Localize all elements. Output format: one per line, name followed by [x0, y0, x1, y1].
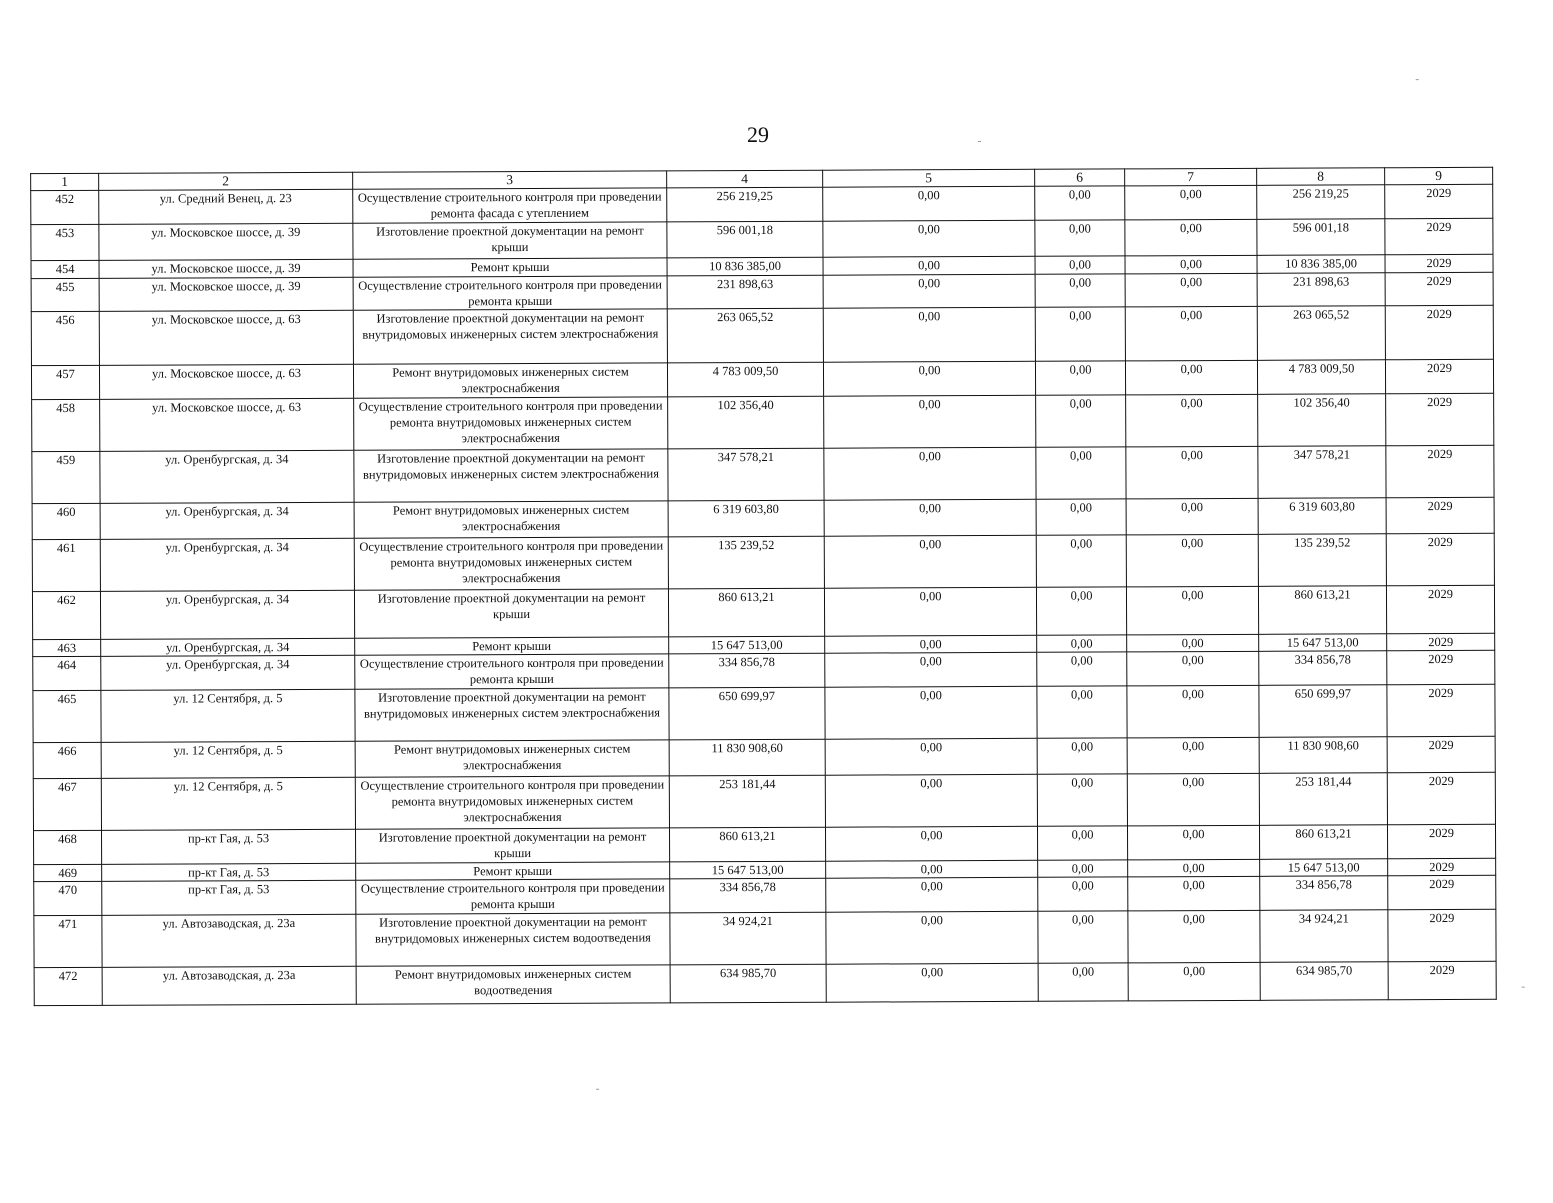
scan-speck [978, 141, 981, 142]
cell-row-number: 460 [32, 503, 100, 539]
cell-year: 2029 [1387, 772, 1495, 824]
cell-col-6: 0,00 [1038, 860, 1128, 877]
cell-col-5: 0,00 [824, 395, 1036, 448]
cell-address: ул. Оренбургская, д. 34 [100, 502, 354, 539]
cell-work-type: Ремонт внутридомовых инженерных систем электроснабжения [353, 363, 667, 398]
cell-address: ул. 12 Сентября, д. 5 [101, 777, 355, 830]
cell-col-5: 0,00 [823, 256, 1035, 275]
cell-col-5: 0,00 [823, 220, 1035, 257]
cell-work-type: Изготовление проектной документации на ремонт внутридомовых инженерных систем электроснабжения [353, 309, 667, 364]
cell-col-8: 34 924,21 [1260, 910, 1388, 963]
cell-col-7: 0,00 [1127, 825, 1259, 860]
cell-col-8: 596 001,18 [1257, 219, 1385, 256]
cell-col-6: 0,00 [1036, 535, 1126, 587]
cell-col-7: 0,00 [1127, 773, 1259, 826]
cell-col-5: 0,00 [826, 860, 1038, 878]
cell-work-type: Осуществление строительного контроля при проведении ремонта крыши [353, 276, 667, 310]
cell-col-7: 0,00 [1128, 910, 1260, 963]
cell-row-number: 464 [33, 656, 101, 690]
cell-address: ул. 12 Сентября, д. 5 [101, 741, 355, 778]
cell-col-6: 0,00 [1037, 738, 1127, 774]
cell-row-number: 472 [34, 967, 102, 1005]
cell-total-cost: 231 898,63 [667, 275, 823, 309]
cell-col-6: 0,00 [1037, 686, 1127, 738]
cell-row-number: 456 [31, 311, 99, 365]
cell-total-cost: 11 830 908,60 [669, 739, 825, 776]
header-col-3: 3 [353, 171, 667, 189]
cell-total-cost: 347 578,21 [668, 448, 824, 501]
cell-col-6: 0,00 [1036, 447, 1126, 499]
table-row [34, 961, 1496, 1005]
cell-col-8: 256 219,25 [1257, 185, 1385, 220]
cell-row-number: 462 [32, 591, 100, 639]
cell-col-6: 0,00 [1035, 307, 1125, 361]
cell-address: ул. Оренбургская, д. 34 [101, 655, 355, 690]
cell-col-8: 231 898,63 [1257, 273, 1385, 307]
cell-total-cost: 102 356,40 [668, 396, 824, 449]
cell-row-number: 471 [34, 915, 102, 967]
cell-col-6: 0,00 [1037, 826, 1127, 860]
cell-work-type: Изготовление проектной документации на ремонт крыши [353, 222, 667, 259]
cell-col-5: 0,00 [825, 738, 1037, 775]
cell-year: 2029 [1385, 218, 1493, 254]
cell-col-7: 0,00 [1126, 498, 1258, 535]
cell-total-cost: 10 836 385,00 [667, 257, 823, 276]
cell-year: 2029 [1385, 272, 1493, 305]
repair-program-table [30, 167, 1497, 1006]
cell-address: пр-кт Гая, д. 53 [102, 880, 356, 915]
cell-col-7: 0,00 [1128, 962, 1260, 1001]
table-row [33, 684, 1495, 742]
cell-total-cost: 860 613,21 [669, 827, 825, 862]
cell-address: ул. Московское шоссе, д. 39 [99, 223, 353, 260]
cell-row-number: 455 [31, 278, 99, 311]
cell-col-6: 0,00 [1036, 395, 1126, 447]
cell-col-8: 10 836 385,00 [1257, 255, 1385, 274]
cell-col-5: 0,00 [824, 587, 1036, 636]
cell-total-cost: 334 856,78 [669, 653, 825, 688]
cell-work-type: Осуществление строительного контроля при проведении ремонта крыши [355, 654, 669, 689]
cell-col-5: 0,00 [826, 911, 1038, 964]
cell-col-5: 0,00 [826, 877, 1038, 912]
cell-work-type: Ремонт внутридомовых инженерных систем водоотведения [356, 965, 670, 1004]
cell-col-6: 0,00 [1038, 911, 1128, 963]
cell-work-type: Изготовление проектной документации на ремонт внутридомовых инженерных систем электроснабжения [354, 449, 668, 502]
cell-year: 2029 [1386, 533, 1494, 585]
cell-col-6: 0,00 [1035, 186, 1125, 220]
cell-work-type: Изготовление проектной документации на ремонт внутридомовых инженерных систем водоотведения [356, 913, 670, 966]
cell-total-cost: 256 219,25 [667, 187, 823, 222]
cell-col-6: 0,00 [1036, 499, 1126, 535]
cell-address: пр-кт Гая, д. 53 [102, 863, 356, 881]
cell-address: ул. Средний Венец, д. 23 [99, 189, 353, 224]
cell-total-cost: 263 065,52 [667, 308, 823, 363]
cell-col-6: 0,00 [1036, 587, 1126, 635]
cell-col-8: 15 647 513,00 [1259, 634, 1387, 652]
cell-row-number: 459 [32, 451, 100, 503]
cell-year: 2029 [1387, 824, 1495, 858]
cell-address: ул. Московское шоссе, д. 63 [99, 364, 353, 399]
cell-col-7: 0,00 [1125, 306, 1257, 361]
cell-col-6: 0,00 [1038, 963, 1128, 1001]
cell-address: ул. 12 Сентября, д. 5 [101, 689, 355, 742]
cell-col-5: 0,00 [824, 535, 1036, 588]
cell-work-type: Изготовление проектной документации на ремонт крыши [355, 828, 669, 863]
cell-col-8: 135 239,52 [1258, 534, 1386, 587]
cell-col-8: 860 613,21 [1259, 825, 1387, 860]
cell-col-7: 0,00 [1127, 685, 1259, 738]
cell-total-cost: 15 647 513,00 [669, 636, 825, 654]
cell-total-cost: 135 239,52 [668, 536, 824, 589]
cell-col-5: 0,00 [824, 499, 1036, 536]
cell-total-cost: 6 319 603,80 [668, 500, 824, 537]
cell-address: ул. Оренбургская, д. 34 [100, 590, 354, 639]
cell-col-6: 0,00 [1037, 652, 1127, 686]
cell-col-8: 347 578,21 [1258, 446, 1386, 499]
cell-col-7: 0,00 [1128, 876, 1260, 911]
cell-year: 2029 [1387, 650, 1495, 684]
cell-col-5: 0,00 [823, 186, 1035, 221]
cell-col-5: 0,00 [825, 826, 1037, 861]
cell-year: 2029 [1387, 736, 1495, 772]
cell-col-8: 334 856,78 [1259, 651, 1387, 686]
cell-row-number: 469 [34, 864, 102, 881]
page-number: 29 [746, 121, 770, 148]
cell-year: 2029 [1386, 497, 1494, 533]
cell-col-8: 15 647 513,00 [1260, 859, 1388, 877]
cell-row-number: 470 [34, 881, 102, 915]
cell-year: 2029 [1388, 961, 1496, 999]
cell-col-6: 0,00 [1035, 361, 1125, 395]
cell-col-5: 0,00 [825, 686, 1037, 739]
cell-col-8: 6 319 603,80 [1258, 498, 1386, 535]
cell-col-7: 0,00 [1126, 534, 1258, 587]
scan-speck [1416, 79, 1419, 80]
cell-row-number: 468 [33, 830, 101, 864]
cell-work-type: Ремонт крыши [353, 258, 667, 277]
cell-col-8: 650 699,97 [1259, 685, 1387, 738]
cell-total-cost: 596 001,18 [667, 221, 823, 258]
cell-col-7: 0,00 [1126, 394, 1258, 447]
cell-total-cost: 634 985,70 [670, 964, 826, 1003]
cell-year: 2029 [1387, 684, 1495, 736]
cell-work-type: Осуществление строительного контроля при проведении ремонта внутридомовых инженерных систем электроснабжения [355, 776, 669, 829]
cell-col-7: 0,00 [1125, 360, 1257, 395]
cell-col-5: 0,00 [824, 447, 1036, 500]
cell-year: 2029 [1386, 445, 1494, 497]
cell-address: ул. Московское шоссе, д. 63 [100, 398, 354, 451]
cell-row-number: 467 [33, 778, 101, 830]
cell-col-6: 0,00 [1037, 774, 1127, 826]
table-row [32, 393, 1494, 451]
cell-year: 2029 [1385, 254, 1493, 272]
cell-row-number: 465 [33, 690, 101, 742]
cell-col-7: 0,00 [1127, 634, 1259, 652]
cell-year: 2029 [1387, 633, 1495, 650]
cell-total-cost: 4 783 009,50 [667, 362, 823, 397]
cell-work-type: Ремонт крыши [356, 862, 670, 880]
header-col-9: 9 [1385, 167, 1493, 184]
cell-row-number: 453 [31, 224, 99, 260]
cell-address: ул. Оренбургская, д. 34 [100, 450, 354, 503]
cell-total-cost: 34 924,21 [670, 912, 826, 965]
cell-col-5: 0,00 [825, 652, 1037, 687]
cell-total-cost: 15 647 513,00 [670, 861, 826, 879]
cell-year: 2029 [1386, 585, 1494, 633]
cell-work-type: Осуществление строительного контроля при проведении ремонта внутридомовых инженерных систем электроснабжения [354, 397, 668, 450]
cell-col-7: 0,00 [1126, 446, 1258, 499]
cell-col-6: 0,00 [1035, 220, 1125, 256]
cell-work-type: Осуществление строительного контроля при проведении ремонта внутридомовых инженерных систем электроснабжения [354, 537, 668, 590]
cell-col-7: 0,00 [1125, 219, 1257, 256]
cell-col-8: 4 783 009,50 [1257, 360, 1385, 395]
header-col-7: 7 [1125, 168, 1257, 186]
cell-col-6: 0,00 [1035, 256, 1125, 274]
cell-col-8: 253 181,44 [1259, 773, 1387, 826]
table-body [31, 184, 1497, 1005]
cell-col-7: 0,00 [1128, 859, 1260, 877]
table-row [32, 533, 1494, 591]
cell-address: пр-кт Гая, д. 53 [101, 829, 355, 864]
cell-work-type: Осуществление строительного контроля при проведении ремонта крыши [356, 879, 670, 914]
cell-work-type: Ремонт внутридомовых инженерных систем электроснабжения [355, 740, 669, 777]
cell-col-5: 0,00 [823, 361, 1035, 396]
cell-row-number: 454 [31, 260, 99, 278]
cell-col-7: 0,00 [1125, 273, 1257, 307]
cell-col-7: 0,00 [1126, 586, 1258, 635]
cell-total-cost: 253 181,44 [669, 775, 825, 828]
cell-col-6: 0,00 [1038, 877, 1128, 911]
cell-total-cost: 860 613,21 [668, 588, 824, 637]
cell-col-5: 0,00 [823, 307, 1035, 362]
cell-year: 2029 [1386, 393, 1494, 445]
cell-col-7: 0,00 [1127, 651, 1259, 686]
cell-col-5: 0,00 [825, 635, 1037, 653]
cell-col-8: 11 830 908,60 [1259, 737, 1387, 774]
cell-year: 2029 [1385, 184, 1493, 218]
cell-address: ул. Автозаводская, д. 23а [102, 914, 356, 967]
header-col-4: 4 [667, 170, 823, 188]
cell-address: ул. Московское шоссе, д. 39 [99, 259, 353, 278]
cell-address: ул. Оренбургская, д. 34 [100, 538, 354, 591]
cell-year: 2029 [1388, 858, 1496, 875]
cell-col-5: 0,00 [823, 274, 1035, 308]
cell-work-type: Ремонт крыши [355, 637, 669, 655]
cell-col-5: 0,00 [825, 774, 1037, 827]
cell-address: ул. Московское шоссе, д. 63 [99, 310, 353, 365]
cell-col-7: 0,00 [1125, 185, 1257, 220]
scan-speck [1522, 987, 1525, 988]
table-row [33, 772, 1495, 830]
cell-col-8: 102 356,40 [1258, 394, 1386, 447]
header-col-2: 2 [99, 172, 353, 190]
cell-col-8: 634 985,70 [1260, 962, 1388, 1001]
cell-address: ул. Оренбургская, д. 34 [101, 638, 355, 656]
table-row [32, 445, 1494, 503]
cell-col-8: 860 613,21 [1258, 586, 1386, 635]
cell-address: ул. Московское шоссе, д. 39 [99, 277, 353, 311]
cell-work-type: Изготовление проектной документации на ремонт крыши [354, 589, 668, 638]
table-row [32, 585, 1494, 639]
header-col-5: 5 [823, 169, 1035, 187]
cell-col-8: 334 856,78 [1260, 876, 1388, 911]
cell-work-type: Изготовление проектной документации на ремонт внутридомовых инженерных систем электроснабжения [355, 688, 669, 741]
cell-col-6: 0,00 [1035, 274, 1125, 307]
cell-year: 2029 [1388, 909, 1496, 961]
cell-row-number: 461 [32, 539, 100, 591]
cell-total-cost: 650 699,97 [669, 687, 825, 740]
cell-total-cost: 334 856,78 [670, 878, 826, 913]
scan-speck [596, 1089, 599, 1090]
table-row [34, 909, 1496, 967]
cell-address: ул. Автозаводская, д. 23а [102, 966, 356, 1005]
cell-year: 2029 [1388, 875, 1496, 909]
cell-col-7: 0,00 [1125, 255, 1257, 274]
cell-col-5: 0,00 [826, 963, 1038, 1002]
header-col-8: 8 [1257, 168, 1385, 186]
cell-col-8: 263 065,52 [1257, 306, 1385, 361]
header-col-1: 1 [31, 173, 99, 190]
cell-year: 2029 [1385, 359, 1493, 393]
cell-row-number: 466 [33, 742, 101, 778]
cell-work-type: Ремонт внутридомовых инженерных систем электроснабжения [354, 501, 668, 538]
cell-col-6: 0,00 [1037, 635, 1127, 652]
header-col-6: 6 [1035, 169, 1125, 186]
cell-row-number: 452 [31, 190, 99, 224]
cell-col-7: 0,00 [1127, 737, 1259, 774]
cell-row-number: 458 [32, 399, 100, 451]
cell-row-number: 457 [31, 365, 99, 399]
cell-work-type: Осуществление строительного контроля при проведении ремонта фасада с утеплением [353, 188, 667, 223]
cell-year: 2029 [1385, 305, 1493, 359]
table-row [31, 305, 1493, 365]
cell-row-number: 463 [33, 639, 101, 656]
